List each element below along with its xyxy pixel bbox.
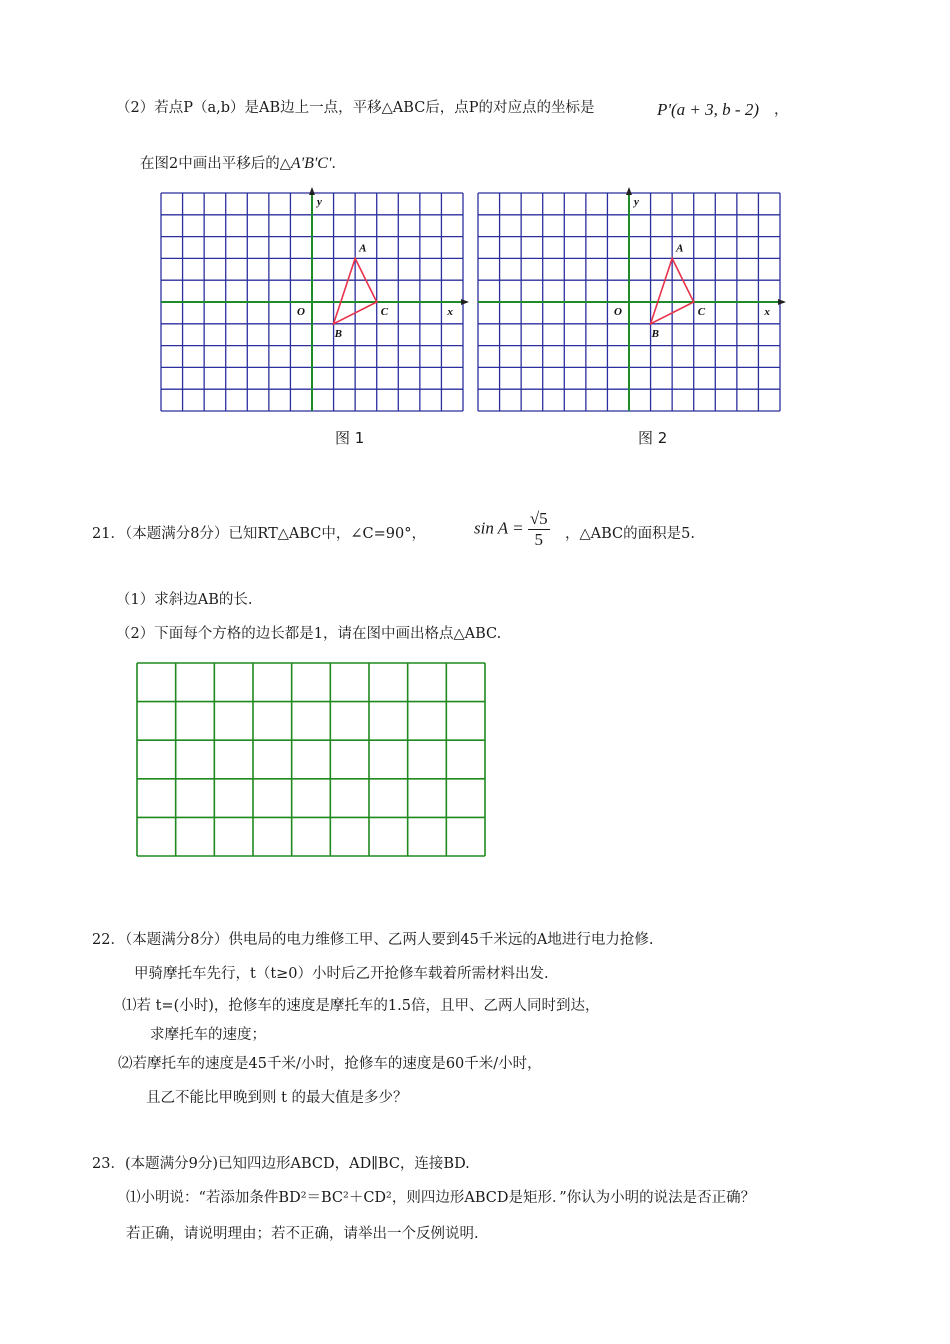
q21-sin-fraction bbox=[528, 509, 550, 550]
point-a-label: A bbox=[359, 242, 367, 255]
q22-part2a: ⑵若摩托车的速度是45千米/小时，抢修车的速度是60千米/小时， bbox=[118, 1056, 542, 1072]
q20-draw-triangle: A'B'C' bbox=[290, 155, 332, 172]
x-axis-label: x bbox=[447, 306, 453, 318]
origin-label: O bbox=[297, 306, 305, 318]
figure-1-caption: 图 1 bbox=[335, 429, 365, 447]
q21-sin-lhs: sin A = bbox=[474, 518, 524, 538]
q22-line2: 甲骑摩托车先行，t（t≥0）小时后乙开抢修车载着所需材料出发. bbox=[134, 966, 549, 982]
y-axis-label: y bbox=[317, 196, 322, 208]
q21-sin-formula bbox=[474, 509, 550, 550]
q22-intro: 22．（本题满分8分）供电局的电力维修工甲、乙两人要到45千米远的A地进行电力抢修. bbox=[92, 932, 654, 948]
q21-sin-denominator: 5 bbox=[534, 530, 544, 549]
figure-2-coordinate-grid[interactable] bbox=[477, 192, 781, 412]
point-c-label: C bbox=[697, 306, 706, 318]
q21-intro-tail: ，△ABC的面积是5. bbox=[565, 526, 695, 542]
q20-part2-suffix: ， bbox=[774, 102, 789, 118]
q20-draw-suffix: . bbox=[331, 156, 336, 172]
figure-2-caption: 图 2 bbox=[638, 429, 668, 447]
q21-part2: （2）下面每个方格的边长都是1，请在图中画出格点△ABC. bbox=[116, 626, 502, 642]
origin-label: O bbox=[614, 306, 622, 318]
q22-part1b: 求摩托车的速度； bbox=[150, 1027, 266, 1043]
q20-part2-line bbox=[116, 96, 595, 117]
y-axis-label: y bbox=[634, 196, 639, 208]
q23-part1b: 若正确，请说明理由；若不正确，请举出一个反例说明. bbox=[126, 1226, 479, 1242]
x-axis-arrow bbox=[461, 299, 469, 305]
q22-part1a: ⑴若 t=(小时)，抢修车的速度是摩托车的1.5倍，且甲、乙两人同时到达， bbox=[122, 998, 600, 1014]
point-a-label: A bbox=[676, 242, 684, 255]
q20-draw-line bbox=[140, 152, 336, 173]
q20-part2-formula: P'(a + 3, b - 2) bbox=[657, 100, 759, 119]
y-axis-arrow bbox=[309, 187, 315, 195]
point-b-label: B bbox=[334, 327, 342, 340]
q22-part2b: 且乙不能比甲晚到则 t 的最大值是多少？ bbox=[146, 1090, 408, 1106]
q23-part1a: ⑴小明说：“若添加条件BD²＝BC²＋CD²，则四边形ABCD是矩形．”你认为小明的说法是否正确？ bbox=[126, 1190, 756, 1206]
q21-part1: （1）求斜边AB的长. bbox=[116, 592, 253, 608]
q23-intro: 23．(本题满分9分)已知四边形ABCD，AD∥BC，连接BD. bbox=[92, 1156, 470, 1172]
figure-1-coordinate-grid bbox=[160, 192, 464, 412]
q20-part2-prefix: （2）若点P（a,b）是AB边上一点，平移△ABC后，点P的对应点的坐标是 bbox=[116, 100, 595, 116]
y-axis-arrow bbox=[626, 187, 632, 195]
q21-answer-grid[interactable] bbox=[136, 662, 486, 857]
q21-sin-numerator: √5 bbox=[529, 509, 548, 528]
point-c-label: C bbox=[380, 306, 389, 318]
q20-draw-prefix: 在图2中画出平移后的△ bbox=[140, 156, 291, 172]
x-axis-arrow bbox=[778, 299, 786, 305]
q21-intro: 21．（本题满分8分）已知RT△ABC中，∠C=90°， bbox=[92, 526, 426, 542]
point-b-label: B bbox=[651, 327, 659, 340]
x-axis-label: x bbox=[764, 306, 770, 318]
